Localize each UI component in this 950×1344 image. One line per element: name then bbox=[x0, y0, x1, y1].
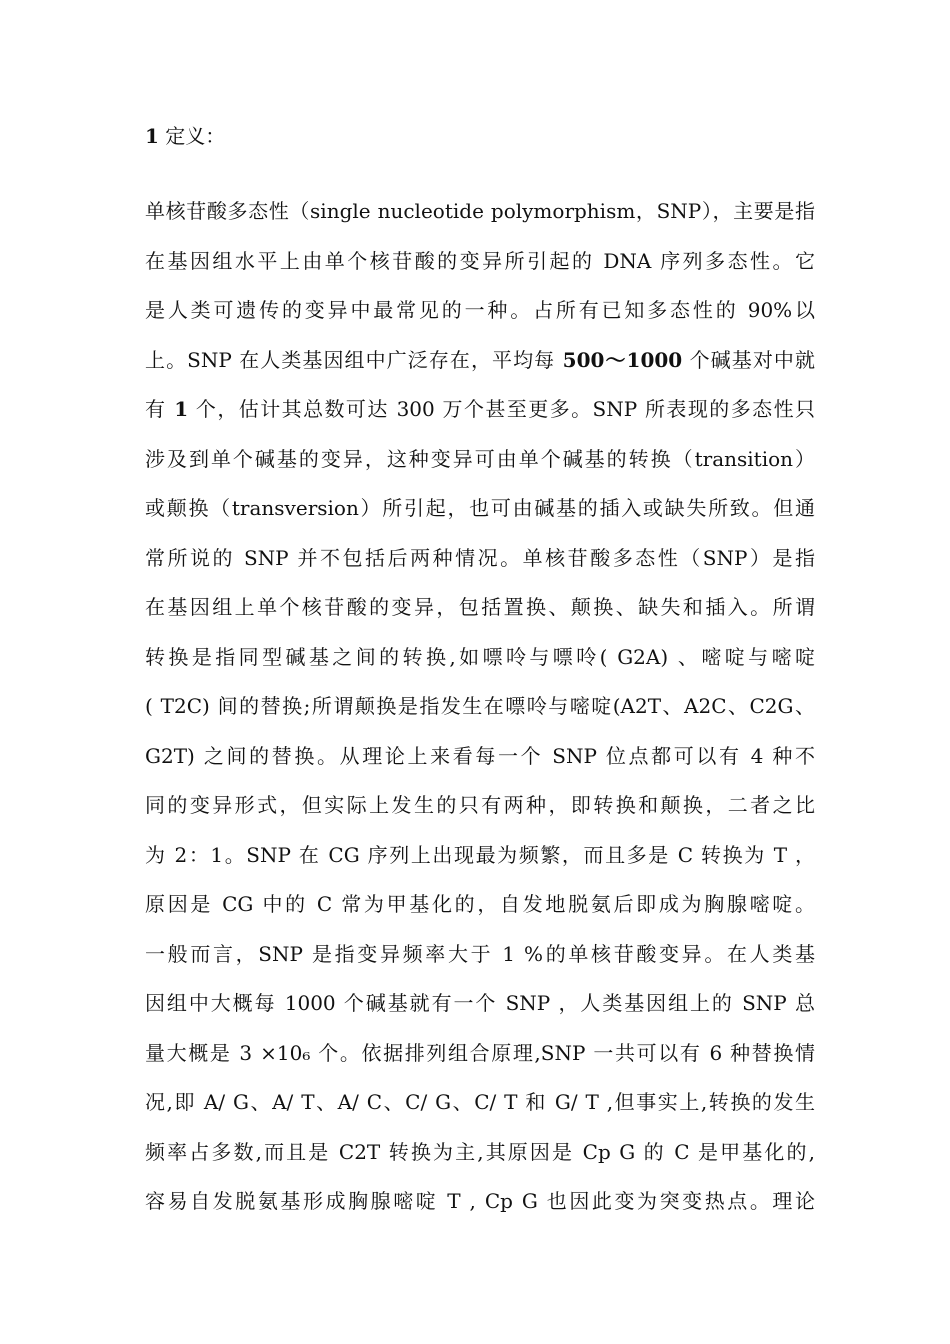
text-line: 量大概是 3 ×10₆ 个。依据排列组合原理,SNP 一共可以有 6 种替换情 bbox=[145, 1040, 815, 1065]
section-heading bbox=[145, 122, 225, 150]
text-line: 因组中大概每 1000 个碱基就有一个 SNP ，人类基因组上的 SNP 总 bbox=[145, 991, 815, 1015]
text-line: 单核苷酸多态性（single nucleotide polymorphism，SNP），主要是指 bbox=[145, 199, 815, 223]
text-line: 是人类可遗传的变异中最常见的一种。占所有已知多态性的 90%以 bbox=[145, 298, 815, 322]
text-line: 同的变异形式，但实际上发生的只有两种，即转换和颠换，二者之比 bbox=[145, 793, 815, 817]
text-line: 容易自发脱氨基形成胸腺嘧啶 T , Cp G 也因此变为突变热点。理论 bbox=[145, 1189, 815, 1213]
section-number: 1 bbox=[145, 124, 159, 148]
text-line: 在基因组水平上由单个核苷酸的变异所引起的 DNA 序列多态性。它 bbox=[145, 248, 815, 273]
text-line: 况,即 A/ G、A/ T、A/ C、C/ G、C/ T 和 G/ T ,但事实上,转换的发生 bbox=[145, 1090, 815, 1114]
section-title: 定义： bbox=[158, 124, 226, 148]
bold-number: 1 bbox=[174, 397, 189, 421]
text-line: 常所说的 SNP 并不包括后两种情况。单核苷酸多态性（SNP）是指 bbox=[145, 545, 815, 570]
text-line: 上。SNP 在人类基因组中广泛存在，平均每 500～1000 个碱基对中就 bbox=[145, 347, 816, 372]
text-line: 为 2：1。SNP 在 CG 序列上出现最为频繁，而且多是 C 转换为 T ， bbox=[145, 842, 815, 867]
text-line: 涉及到单个碱基的变异，这种变异可由单个碱基的转换（transition） bbox=[145, 446, 815, 471]
text-line: G2T) 之间的替换。从理论上来看每一个 SNP 位点都可以有 4 种不 bbox=[145, 743, 815, 768]
text-line: 频率占多数,而且是 C2T 转换为主,其原因是 Cp G 的 C 是甲基化的, bbox=[145, 1139, 815, 1164]
text-line: 转换是指同型碱基之间的转换,如嘌呤与嘌呤( G2A) 、嘧啶与嘧啶 bbox=[145, 644, 815, 669]
text-line: 或颠换（transversion）所引起，也可由碱基的插入或缺失所致。但通 bbox=[145, 496, 815, 520]
text-line: 原因是 CG 中的 C 常为甲基化的，自发地脱氨后即成为胸腺嘧啶。 bbox=[145, 892, 815, 916]
text-line: ( T2C) 间的替换;所谓颠换是指发生在嘌呤与嘧啶(A2T、A2C、C2G、 bbox=[145, 694, 815, 718]
text-line: 一般而言，SNP 是指变异频率大于 1 %的单核苷酸变异。在人类基 bbox=[145, 941, 815, 966]
body-paragraph bbox=[145, 192, 815, 1232]
bold-number: 500～1000 bbox=[562, 347, 683, 372]
text-line: 有 1 个，估计其总数可达 300 万个甚至更多。SNP 所表现的多态性只 bbox=[145, 397, 815, 421]
text-line: 在基因组上单个核苷酸的变异，包括置换、颠换、缺失和插入。所谓 bbox=[145, 595, 815, 619]
